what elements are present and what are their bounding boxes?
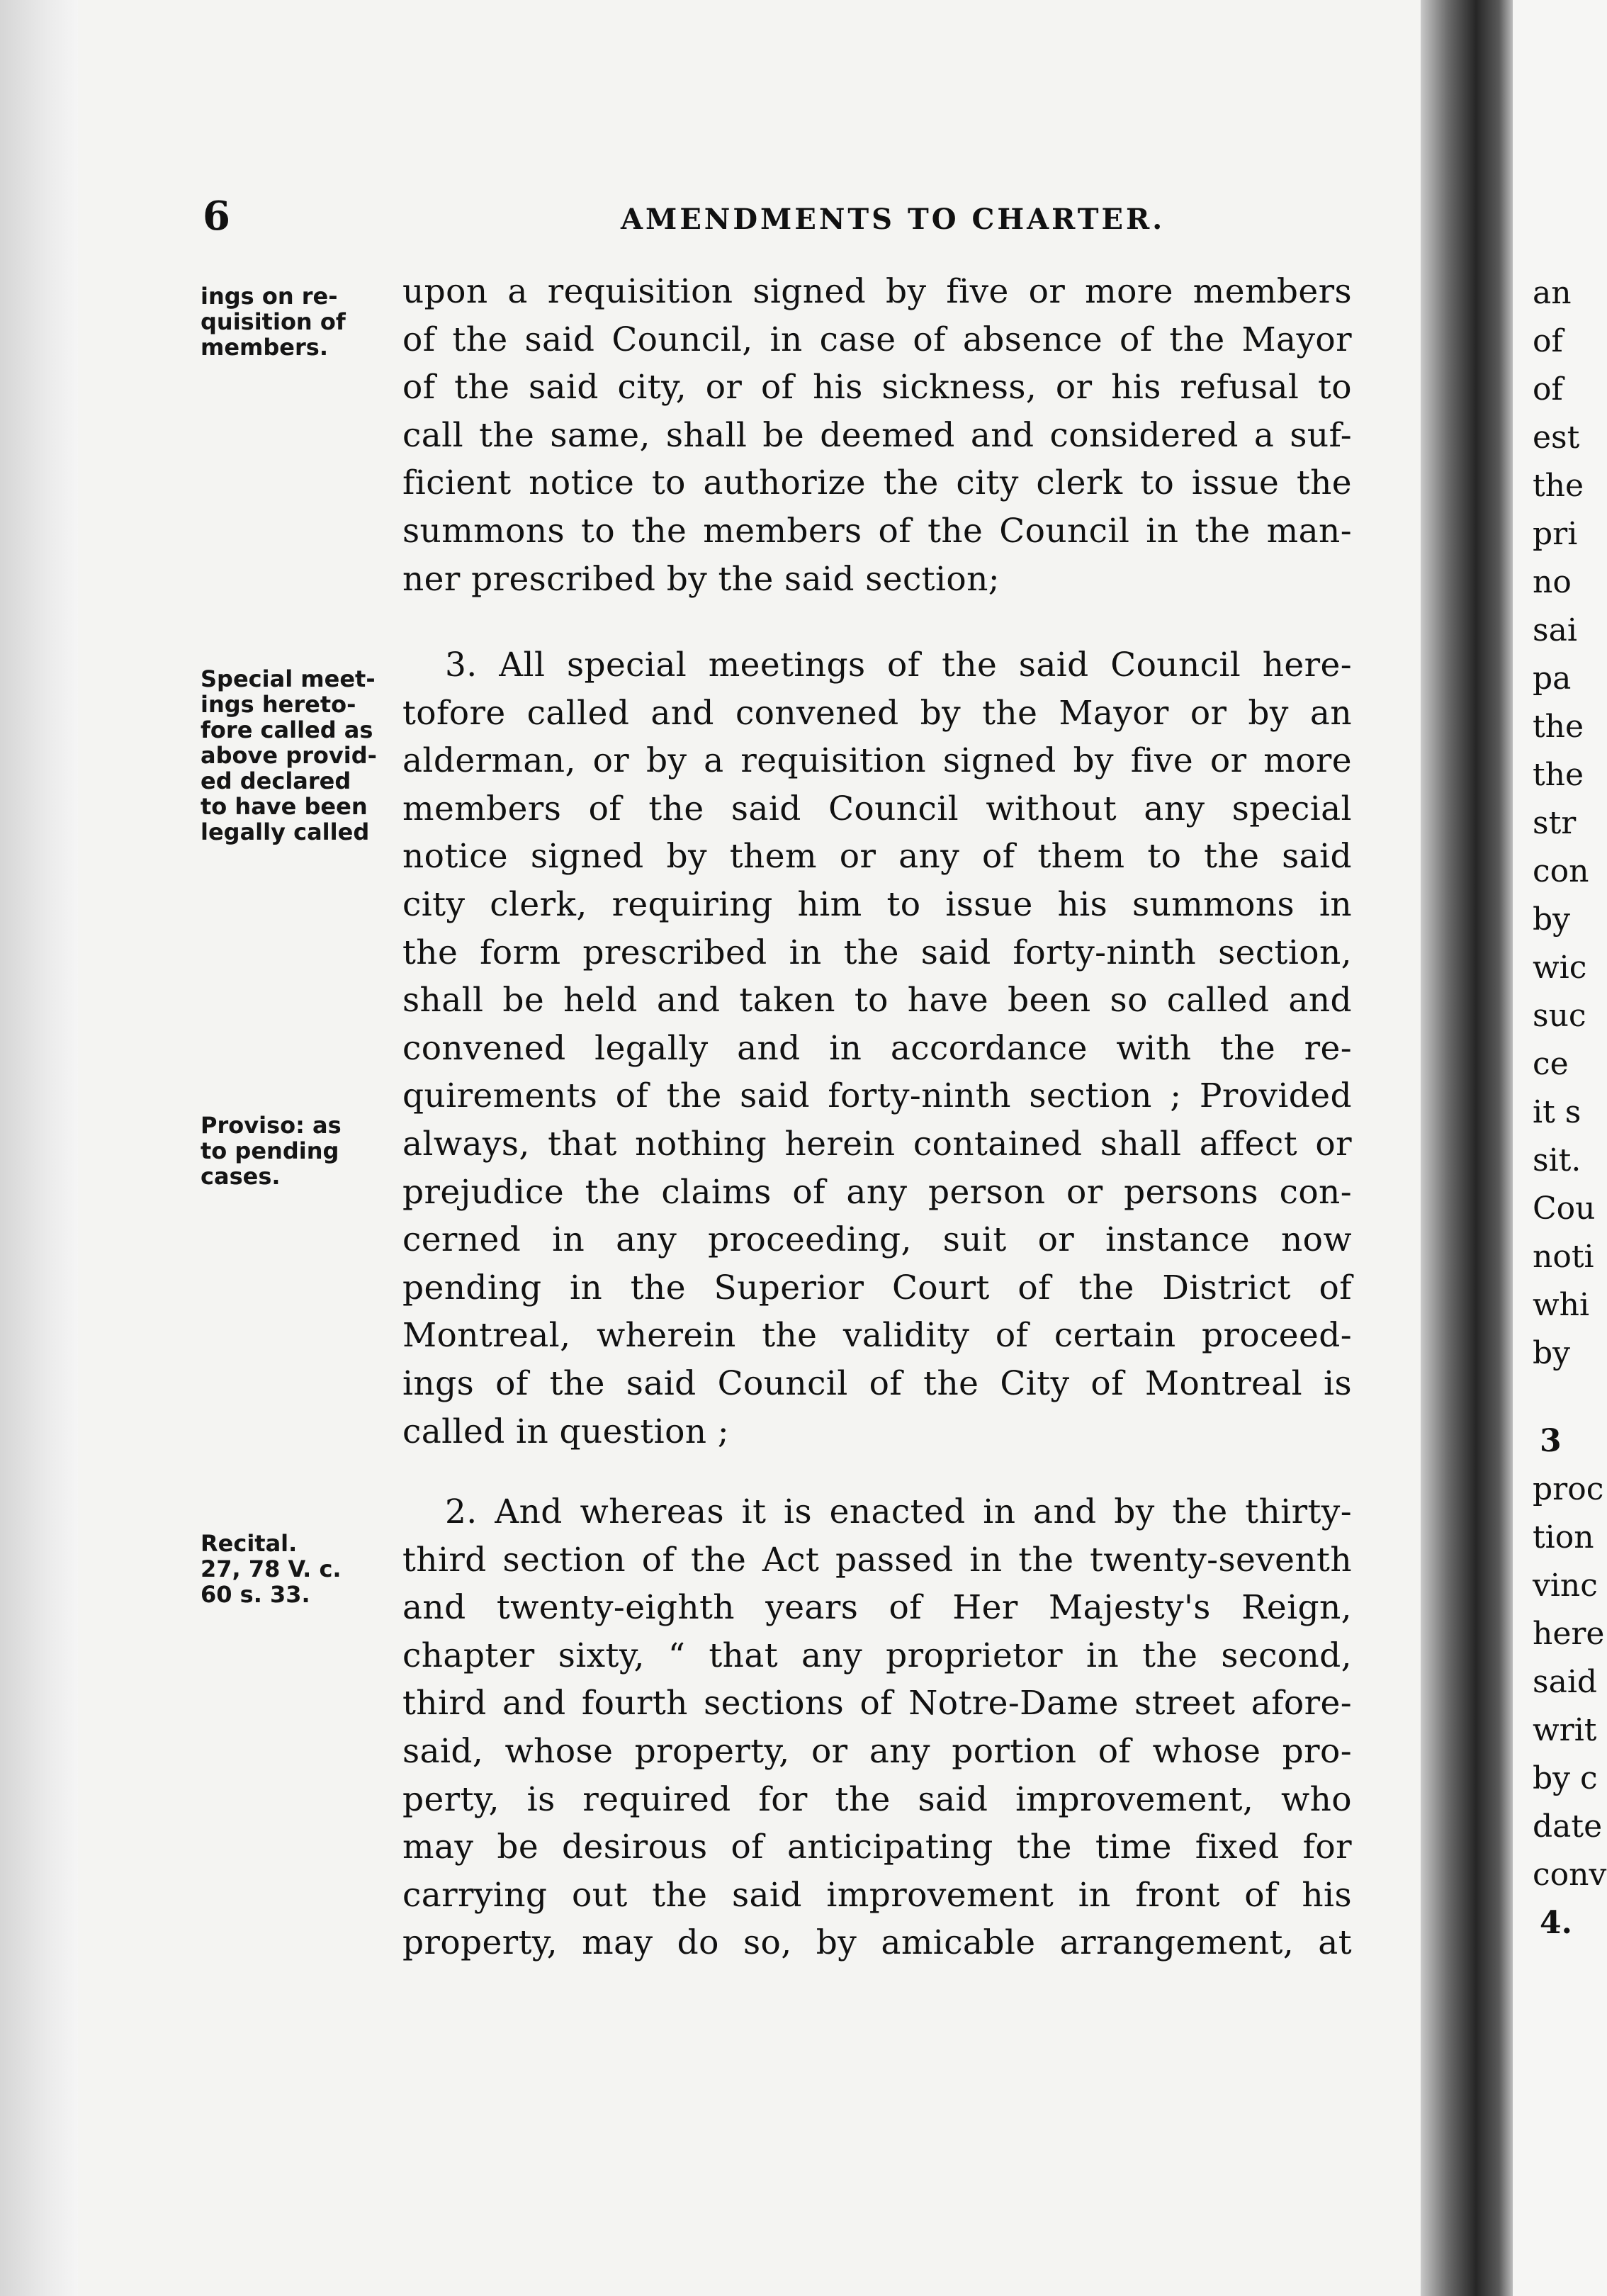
- binding-gutter: [1421, 0, 1513, 2296]
- page-right-cropped: [1513, 0, 1607, 2296]
- paragraph-section-3: 3. All special meetings of the said Council here- tofore called and convened by the Mayor or by an alderman, or by a requisition signed by five or more members of the said Council without any special notice signed by them or any of them to the said city clerk, requiring him to issue his summons in the form prescribed in the said forty-ninth section, shall be held and taken to have been so called and convened legally and in accordance with the re- quirements of the said forty-ninth section ; Provided always, that nothing herein contained shall affect or prejudice the claims of any person or persons con- cerned in any proceeding, suit or instance now pending in the Superior Court of the District of Montreal, wherein the validity of certain proceed- ings of the said Council of the City of Montreal is called in question ;: [402, 646, 1352, 1451]
- margin-note-requisition: ings on re- quisition of members.: [201, 283, 346, 361]
- next-page-upper-fragments: an of of est the pri no sai pa the the str con by wic suc ce it s sit. Cou noti whi by: [1533, 275, 1596, 1371]
- next-page-lower-fragments: 3 proc tion vinc here said writ by c date conv 4.: [1533, 1423, 1607, 1941]
- margin-note-special-meetings: Special meet- ings hereto- fore called as above provid- ed declared to have been legally called: [201, 665, 377, 845]
- margin-note-proviso: Proviso: as to pending cases.: [201, 1112, 342, 1190]
- page-title: AMENDMENTS TO CHARTER.: [621, 203, 1166, 236]
- running-head: [203, 193, 1365, 249]
- left-scan-margin: [0, 0, 85, 2296]
- paragraph-requisition: upon a requisition signed by five or more members of the said Council, in case of absence of the Mayor of the said city, or of his sickness, or his refusal to call the same, shall be deemed and considered a suf- ficient notice to authorize the city clerk to issue the summons to the members of the Council in the man- ner prescribed by the said section;: [402, 272, 1352, 599]
- paragraph-recital: 2. And whereas it is enacted in and by the thirty- third section of the Act passed in the twenty-seventh and twenty-eighth years of Her Majesty's Reign, chapter sixty, “ that any proprietor in the second, third and fourth sections of Notre-Dame street afore- said, whose property, or any portion of whose pro- perty, is required for the said improvement, who may be desirous of anticipating the time fixed for carrying out the said improvement in front of his property, may do so, by amicable arrangement, at: [402, 1492, 1352, 1963]
- page-number: 6: [203, 193, 230, 240]
- margin-note-recital: Recital. 27, 78 V. c. 60 s. 33.: [201, 1530, 342, 1608]
